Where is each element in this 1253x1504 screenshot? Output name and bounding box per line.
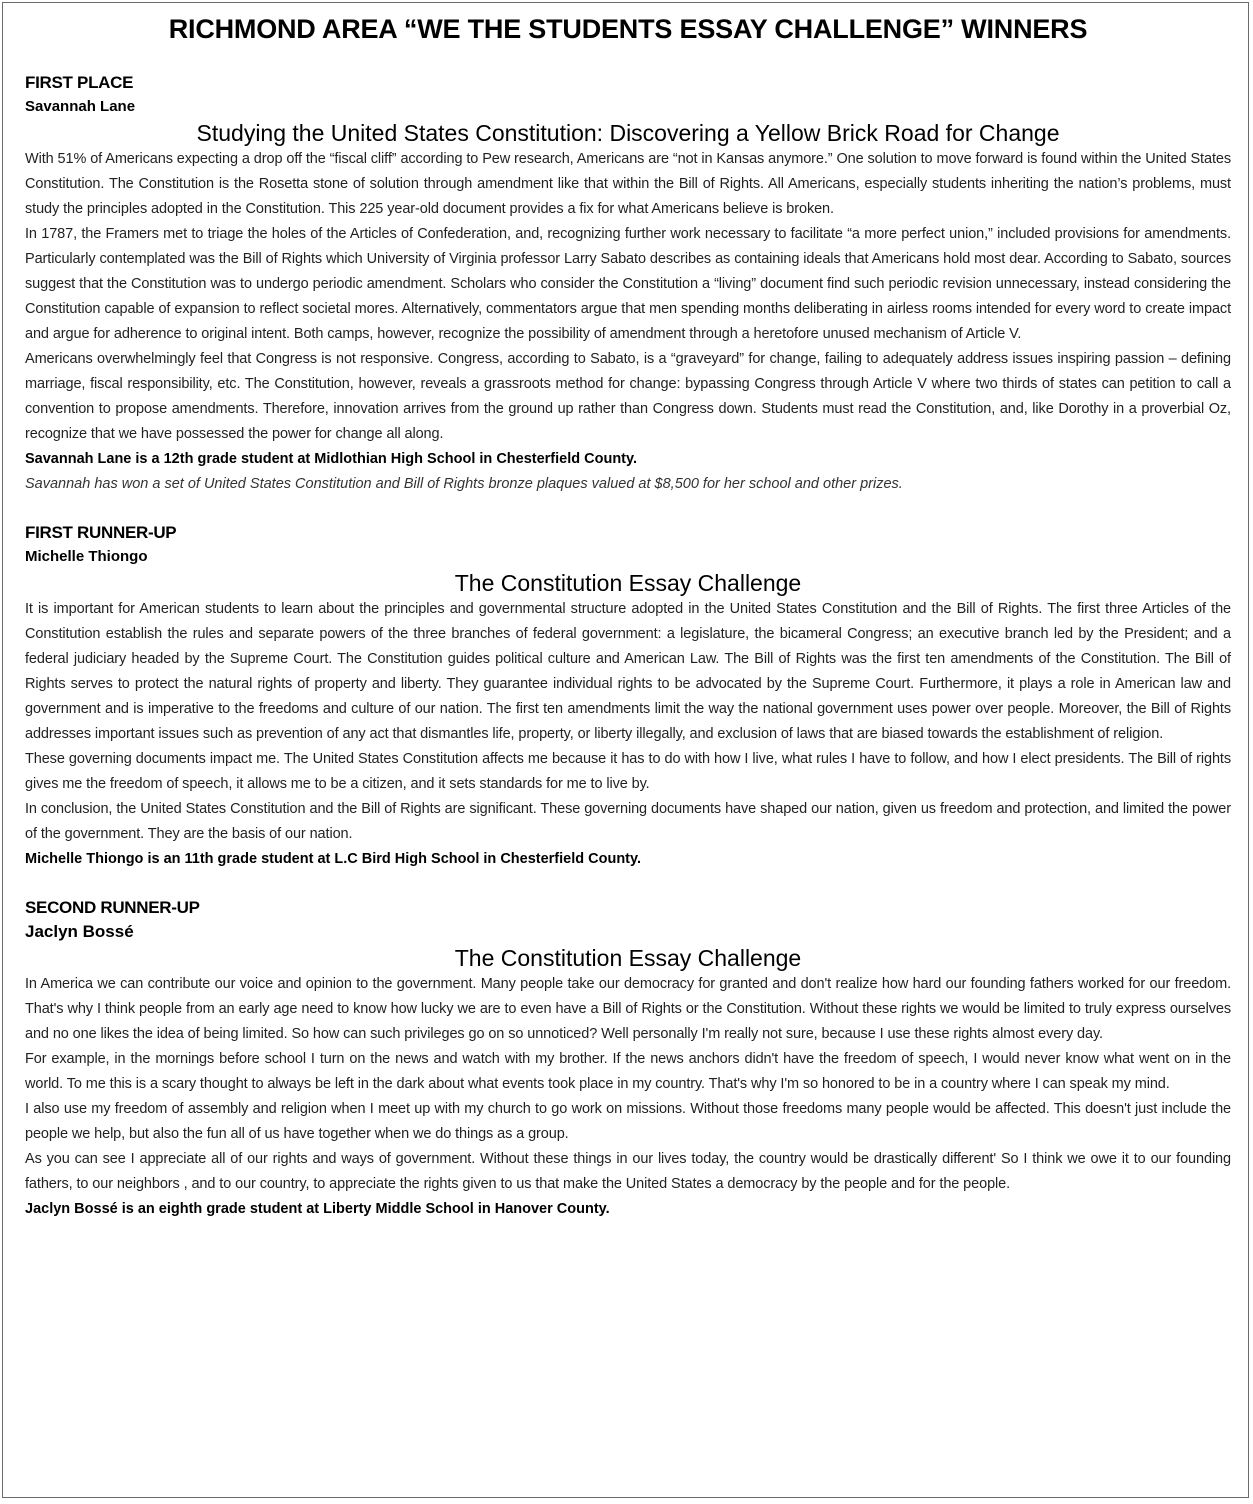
author-byline: Jaclyn Bossé is an eighth grade student at Liberty Middle School in Hanover County. (25, 1201, 610, 1217)
essay-paragraph: It is important for American students to learn about the principles and governmental structure adopted in the United States Constitution and the Bill of Rights. The first three Articles of the Constitution establish the rules and separate powers of the three branches of federal government: a legislature, the bicameral Congress; an executive branch led by the President; and a federal judiciary headed by the Supreme Court. The Constitution guides political culture and American Law. The Bill of Rights was the first ten amendments of the Constitution. The Bill of Rights serves to protect the natural rights of property and liberty. They guarantee individual rights to be advocated by the Supreme Court. Furthermore, it plays a role in American law and government and is imperative to the freedoms and culture of our nation. The first ten amendments limit the way the national government uses power over people. Moreover, the Bill of Rights addresses important issues such as prevention of any act that dismantles life, property, or liberty illegally, and exclusion of laws that are biased towards the establishment of religion. (25, 601, 1231, 742)
document-page (2, 2, 1249, 1498)
essay-title: The Constitution Essay Challenge (454, 945, 802, 971)
winner-name: Michelle Thiongo (25, 548, 148, 565)
essay-title: The Constitution Essay Challenge (454, 570, 802, 596)
place-heading: FIRST PLACE (25, 73, 134, 92)
essay-paragraph: These governing documents impact me. The United States Constitution affects me because it has to do with how I live, what rules I have to follow, and how I elect presidents. The Bill of rights gives me the freedom of speech, it allows me to be a citizen, and it sets standards for me to live by. (25, 751, 1231, 792)
essay-paragraph: I also use my freedom of assembly and religion when I meet up with my church to go work on missions. Without those freedoms many people would be affected. This doesn't just include the people we help, but also the fun all of us have together when we do things as a group. (25, 1101, 1231, 1142)
winner-name: Jaclyn Bossé (25, 922, 134, 941)
prize-note: Savannah has won a set of United States Constitution and Bill of Rights bronze plaques valued at $8,500 for her school and other prizes. (25, 476, 903, 492)
essay-paragraph: Americans overwhelmingly feel that Congress is not responsive. Congress, according to Sabato, is a “graveyard” for change, failing to adequately address issues inspiring passion – defining marriage, fiscal responsibility, etc. The Constitution, however, reveals a grassroots method for change: bypassing Congress through Article V where two thirds of states can petition to call a convention to propose amendments. Therefore, innovation arrives from the ground up rather than Congress down. Students must read the Constitution, and, like Dorothy in a proverbial Oz, recognize that we have possessed the power for change all along. (25, 351, 1231, 442)
author-byline: Michelle Thiongo is an 11th grade student at L.C Bird High School in Chesterfield County. (25, 851, 642, 867)
author-byline: Savannah Lane is a 12th grade student at Midlothian High School in Chesterfield County. (25, 451, 638, 467)
place-heading: FIRST RUNNER-UP (25, 523, 177, 542)
winner-section-second-runner-up (25, 896, 1231, 1222)
essay-paragraph: For example, in the mornings before school I turn on the news and watch with my brother. If the news anchors didn't have the freedom of speech, I would never know what went on in the world. To me this is a scary thought to always be left in the dark about what events took place in my country. That's why I'm so honored to be in a country where I can speak my mind. (25, 1051, 1231, 1092)
winner-name: Savannah Lane (25, 98, 136, 115)
essay-paragraph: With 51% of Americans expecting a drop off the “fiscal cliff” according to Pew research, Americans are “not in Kansas anymore.” One solution to move forward is found within the United States Constitution. The Constitution is the Rosetta stone of solution through amendment like that within the Bill of Rights. All Americans, especially students inheriting the nation’s problems, must study the principles adopted in the Constitution. This 225 year-old document provides a fix for what Americans believe is broken. (25, 151, 1231, 217)
essay-paragraph: In conclusion, the United States Constitution and the Bill of Rights are significant. These governing documents have shaped our nation, given us freedom and protection, and limited the power of the government. They are the basis of our nation. (25, 801, 1231, 842)
essay-title: Studying the United States Constitution: Discovering a Yellow Brick Road for Change (196, 120, 1060, 146)
essay-paragraph: As you can see I appreciate all of our rights and ways of government. Without these things in our lives today, the country would be drastically different' So I think we owe it to our founding fathers, to our neighbors , and to our country, to appreciate the rights given to us that make the United States a democracy by the people and for the people. (25, 1151, 1231, 1192)
document-content (25, 3, 1231, 1222)
essay-paragraph: In 1787, the Framers met to triage the holes of the Articles of Confederation, and, recognizing further work necessary to facilitate “a more perfect union,” included provisions for amendments. Particularly contemplated was the Bill of Rights which University of Virginia professor Larry Sabato describes as containing ideals that Americans hold most dear. According to Sabato, sources suggest that the Constitution was to undergo periodic amendment. Scholars who consider the Constitution a “living” document find such periodic revision unnecessary, instead considering the Constitution capable of expansion to reflect societal mores. Alternatively, commentators argue that men spending months deliberating in airless rooms intended for every word to create impact and argue for adherence to original intent. Both camps, however, recognize the possibility of amendment through a heretofore unused mechanism of Article V. (25, 226, 1231, 342)
winner-section-first-runner-up (25, 521, 1231, 872)
page-title: RICHMOND AREA “WE THE STUDENTS ESSAY CHALLENGE” WINNERS (168, 14, 1088, 44)
place-heading: SECOND RUNNER-UP (25, 898, 200, 917)
winner-section-first-place (25, 71, 1231, 497)
essay-paragraph: In America we can contribute our voice and opinion to the government. Many people take our democracy for granted and don't realize how hard our founding fathers worked for our freedom. That's why I think people from an early age need to know how lucky we are to even have a Bill of Rights or the Constitution. Without these rights we would be limited to truly express ourselves and no one likes the idea of being limited. So how can such privileges go on so unnoticed? Well personally I'm really not sure, because I use these rights almost every day. (25, 976, 1231, 1042)
